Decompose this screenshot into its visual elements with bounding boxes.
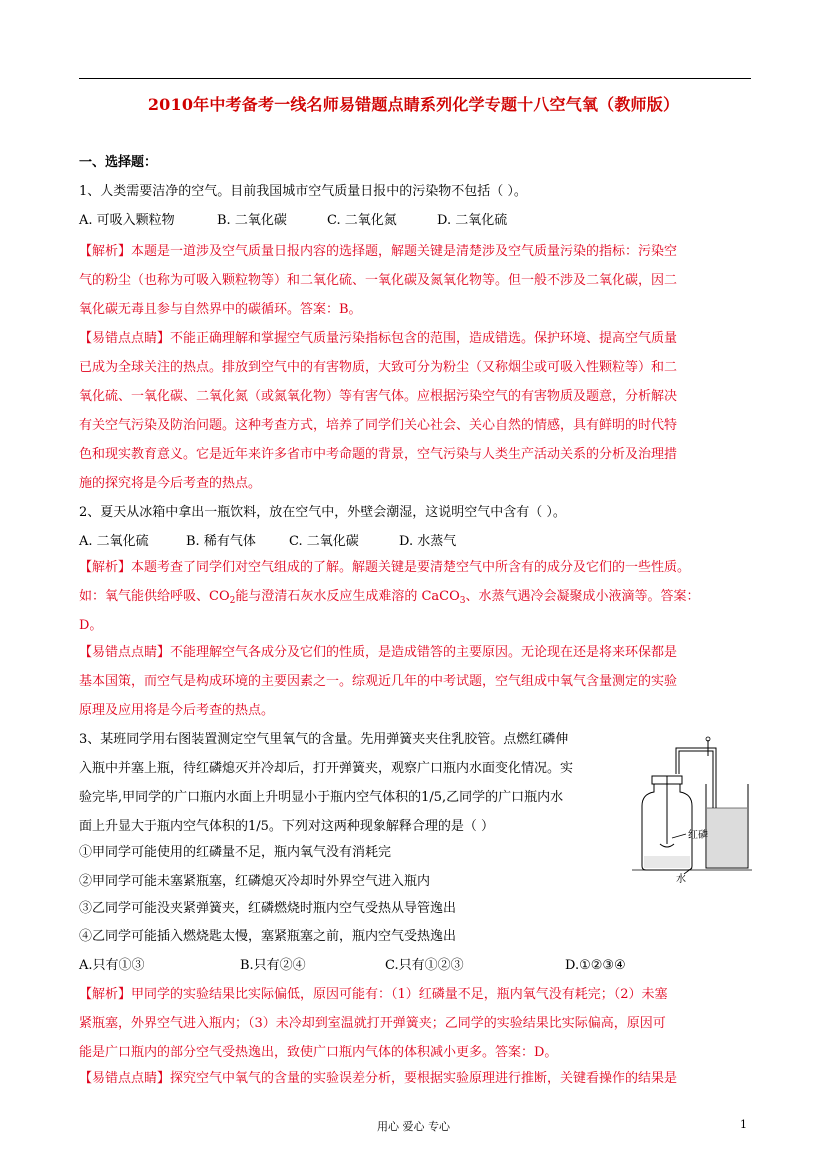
q2-analysis-text: 、水蒸气遇冷会凝聚成小液滴等。答案： bbox=[465, 589, 700, 604]
q2-option-c: C. 二氧化碳 bbox=[289, 534, 359, 549]
header-rule bbox=[79, 78, 751, 79]
q2-pitfall-line: 基本国策，而空气是构成环境的主要因素之一。综观近几年的中考试题，空气组成中氧气含量测定的实验 bbox=[79, 674, 678, 689]
q1-option-b: B. 二氧化碳 bbox=[217, 213, 287, 228]
subscript: 3 bbox=[459, 596, 466, 606]
q3-option-a: A.只有①③ bbox=[79, 958, 145, 973]
q3-analysis-line: 紧瓶塞，外界空气进入瓶内；（3）未冷却到室温就打开弹簧夹；乙同学的实验结果比实际偏高，原因可 bbox=[79, 1016, 666, 1031]
q1-option-d: D. 二氧化硫 bbox=[437, 213, 508, 228]
q1-pitfall-line: 氧化硫、一氧化碳、二氧化氮（或氮氧化物）等有害气体。应根据污染空气的有害物质及题意，分析解决 bbox=[79, 389, 678, 404]
section-header: 一、选择题： bbox=[79, 155, 158, 170]
q2-option-d: D. 水蒸气 bbox=[399, 534, 457, 549]
q3-stem-line: 验完毕,甲同学的广口瓶内水面上升明显小于瓶内空气体积的1/5,乙同学的广口瓶内水 bbox=[79, 790, 564, 805]
q3-option-d: D.①②③④ bbox=[565, 958, 626, 973]
subscript: 2 bbox=[229, 596, 236, 606]
q3-stem-line: 3、某班同学用右图装置测定空气里氧气的含量。先用弹簧夹夹住乳胶管。点燃红磷伸 bbox=[79, 732, 569, 747]
q1-pitfall-line: 已成为全球关注的热点。排放到空气中的有害物质，大致可分为粉尘（又称烟尘或可吸入性颗粒等）和二 bbox=[79, 360, 678, 375]
q3-analysis-line: 【解析】甲同学的实验结果比实际偏低，原因可能有：（1）红磷量不足，瓶内氧气没有耗完；（2）未塞 bbox=[79, 987, 668, 1002]
q1-analysis-line: 气的粉尘（也称为可吸入颗粒物等）和二氧化硫、一氧化碳及氮氧化物等。但一般不涉及二氧化碳，因二 bbox=[79, 273, 678, 288]
q3-option-b: B.只有②④ bbox=[240, 958, 306, 973]
q2-analysis-line: D。 bbox=[79, 618, 103, 633]
label-water: 水 bbox=[676, 874, 686, 884]
q3-statement: ①甲同学可能使用的红磷量不足，瓶内氧气没有消耗完 bbox=[79, 845, 392, 860]
q2-pitfall-line: 【易错点点睛】不能理解空气各成分及它们的性质，是造成错答的主要原因。无论现在还是将来环保都是 bbox=[79, 645, 678, 660]
q3-statement: ④乙同学可能插入燃烧匙太慢，塞紧瓶塞之前，瓶内空气受热逸出 bbox=[79, 929, 457, 944]
q2-pitfall-line: 原理及应用将是今后考查的热点。 bbox=[79, 703, 275, 718]
q2-stem: 2、夏天从冰箱中拿出一瓶饮料，放在空气中，外壁会潮湿，这说明空气中含有（ ）。 bbox=[79, 505, 566, 520]
page-number: 1 bbox=[740, 1118, 747, 1131]
apparatus-diagram bbox=[632, 734, 752, 884]
q2-option-b: B. 稀有气体 bbox=[186, 534, 256, 549]
q3-statement: ②甲同学可能未塞紧瓶塞，红磷熄灭冷却时外界空气进入瓶内 bbox=[79, 874, 431, 889]
apparatus-figure bbox=[632, 734, 752, 884]
q2-option-a: A. 二氧化硫 bbox=[79, 534, 149, 549]
q2-analysis-text: 能与澄清石灰水反应生成难溶的 CaCO bbox=[235, 589, 460, 604]
q3-pitfall-line: 【易错点点睛】探究空气中氧气的含量的实验误差分析，要根据实验原理进行推断，关键看操作的结果是 bbox=[79, 1071, 678, 1086]
q3-stem-line: 入瓶中并塞上瓶，待红磷熄灭并冷却后，打开弹簧夹，观察广口瓶内水面变化情况。实 bbox=[79, 761, 574, 776]
q1-analysis-line: 氧化碳无毒且参与自然界中的碳循环。答案：B。 bbox=[79, 302, 362, 317]
q3-analysis-line: 能是广口瓶内的部分空气受热逸出，致使广口瓶内气体的体积减小更多。答案：D。 bbox=[79, 1045, 558, 1060]
document-title: 2010年中考备考一线名师易错题点睛系列化学专题十八空气氧（教师版） bbox=[147, 95, 680, 114]
q1-pitfall-line: 有关空气污染及防治问题。这种考查方式，培养了同学们关心社会、关心自然的情感，具有鲜明的时代特 bbox=[79, 418, 678, 433]
q1-analysis-line: 【解析】本题是一道涉及空气质量日报内容的选择题，解题关键是清楚涉及空气质量污染的指标：污染空 bbox=[79, 244, 678, 259]
q1-stem: 1、人类需要洁净的空气。目前我国城市空气质量日报中的污染物不包括（ ）。 bbox=[79, 184, 527, 199]
q1-option-c: C. 二氧化氮 bbox=[327, 213, 397, 228]
q2-analysis-text: 如：氧气能供给呼吸、CO bbox=[79, 589, 230, 604]
q1-pitfall-line: 施的探究将是今后考查的热点。 bbox=[79, 476, 262, 491]
q2-analysis-line bbox=[79, 589, 700, 609]
q1-option-a: A. 可吸入颗粒物 bbox=[79, 213, 175, 228]
q3-statement: ③乙同学可能没夹紧弹簧夹，红磷燃烧时瓶内空气受热从导管逸出 bbox=[79, 901, 457, 916]
q1-pitfall-line: 【易错点点睛】不能正确理解和掌握空气质量污染指标包含的范围，造成错选。保护环境、提高空气质量 bbox=[79, 331, 678, 346]
q1-pitfall-line: 色和现实教育意义。它是近年来许多省市中考命题的背景，空气污染与人类生产活动关系的分析及治理措 bbox=[79, 447, 678, 462]
q3-option-c: C.只有①②③ bbox=[385, 958, 464, 973]
footer-motto: 用心 爱心 专心 bbox=[377, 1120, 450, 1133]
q3-stem-line: 面上升显大于瓶内空气体积的1/5。下列对这两种现象解释合理的是（ ） bbox=[79, 819, 495, 834]
q2-analysis-line: 【解析】本题考查了同学们对空气组成的了解。解题关键是要清楚空气中所含有的成分及它们的一些性质。 bbox=[79, 560, 691, 575]
label-phosphorus: 红磷 bbox=[688, 830, 708, 841]
